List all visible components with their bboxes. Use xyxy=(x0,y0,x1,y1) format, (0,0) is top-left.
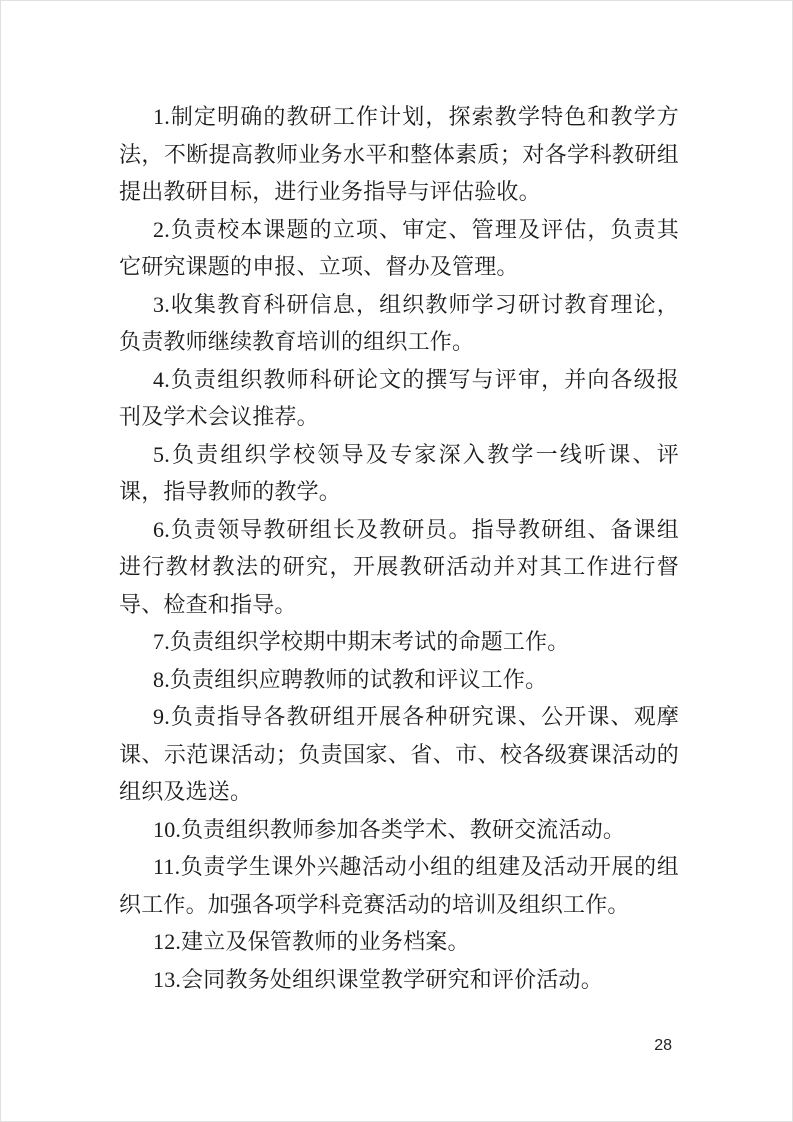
list-item: 12.建立及保管教师的业务档案。 xyxy=(153,929,470,954)
list-item: 6.负责领导教研组长及教研员。指导教研组、备课组进行教材教法的研究，开展教研活动并对其工作进行督导、检查和指导。 xyxy=(119,516,679,617)
list-item: 9.负责指导各教研组开展各种研究课、公开课、观摩课、示范课活动；负责国家、省、市、校各级赛课活动的组织及选送。 xyxy=(119,704,679,804)
list-item: 8.负责组织应聘教师的试教和评议工作。 xyxy=(153,666,548,692)
list-item: 11.负责学生课外兴趣活动小组的组建及活动开展的组织工作。加强各项学科竞赛活动的培训及组织工作。 xyxy=(119,854,679,917)
list-item: 3.收集教育科研信息，组织教师学习研讨教育理论，负责教师继续教育培训的组织工作。 xyxy=(119,291,679,354)
list-item: 2.负责校本课题的立项、审定、管理及评估，负责其它研究课题的申报、立项、督办及管理。 xyxy=(119,216,679,279)
list-item: 13.会同教务处组织课堂教学研究和评价活动。 xyxy=(153,966,603,992)
list-item: 1.制定明确的教研工作计划，探索教学特色和教学方法，不断提高教师业务水平和整体素质；对各学科教研组提出教研目标，进行业务指导与评估验收。 xyxy=(119,104,679,204)
list-item: 5.负责组织学校领导及专家深入教学一线听课、评课，指导教师的教学。 xyxy=(119,441,679,504)
list-item: 10.负责组织教师参加各类学术、教研交流活动。 xyxy=(153,816,626,842)
list-item: 4.负责组织教师科研论文的撰写与评审，并向各级报刊及学术会议推荐。 xyxy=(119,366,679,429)
document-body xyxy=(119,98,679,998)
list-item: 7.负责组织学校期中期末考试的命题工作。 xyxy=(153,629,570,654)
page-number: 28 xyxy=(654,1037,672,1054)
